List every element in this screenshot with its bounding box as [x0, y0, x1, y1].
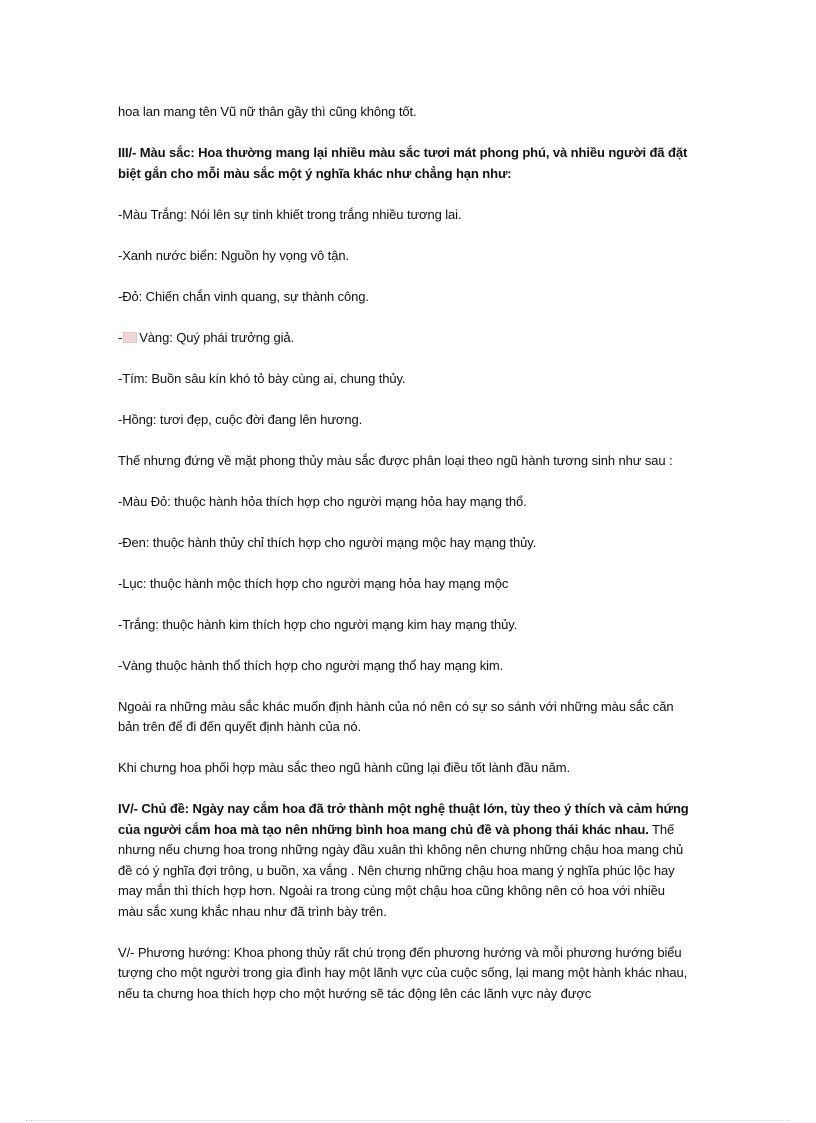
element-item-red: -Màu Đỏ: thuộc hành hỏa thích hợp cho người mạng hỏa hay mạng thổ. — [118, 493, 527, 509]
heading-section-iii-colors: III/- Màu sắc: Hoa thường mang lại nhiều màu sắc tươi mát phong phú, và nhiều người đã đặt biệt gắn cho mỗi màu sắc một ý nghĩa khác như chẳng hạn như: — [118, 145, 688, 181]
element-item-yellow: -Vàng thuộc hành thổ thích hợp cho người mạng thổ hay mạng kim. — [118, 657, 504, 673]
element-item-green: -Lục: thuộc hành mộc thích hợp cho người mạng hỏa hay mạng mộc — [118, 575, 509, 591]
list-item-sea-blue: -Xanh nước biển: Nguồn hy vọng vô tận. — [118, 247, 349, 263]
page-bottom-divider — [26, 1120, 790, 1121]
list-item-red: -Đỏ: Chiến chắn vinh quang, sự thành công. — [118, 288, 369, 304]
list-item-white: -Màu Trắng: Nói lên sự tinh khiết trong trắng nhiều tương lai. — [118, 206, 462, 222]
paragraph-five-elements-conclusion: Khi chưng hoa phối hợp màu sắc theo ngũ hành cũng lại điều tốt lành đầu năm. — [118, 760, 570, 775]
list-item-purple: -Tím: Buồn sâu kín khó tỏ bày cùng ai, chung thủy. — [118, 370, 406, 386]
list-item-yellow — [118, 328, 693, 349]
paragraph-section-v-direction: V/- Phương hướng: Khoa phong thủy rất chú trọng đến phương hướng và mỗi phương hướng biểu tượng cho một người trong gia đình hay một lãnh vực của cuộc sống, lại mang một hành khác nhau, nếu ta chưng hoa thích hợp cho một hướng sẽ tác động lên các lãnh vực này được — [118, 944, 688, 1001]
paragraph-five-elements-intro: Thế nhưng đứng về mặt phong thủy màu sắc được phân loại theo ngũ hành tương sinh như sau : — [118, 452, 673, 468]
list-item-pink: -Hồng: tươi đẹp, cuộc đời đang lên hương. — [118, 411, 363, 427]
broken-image-icon — [123, 332, 137, 343]
element-item-white: -Trắng: thuộc hành kim thích hợp cho người mạng kim hay mạng thủy. — [118, 616, 518, 632]
paragraph-section-iv-theme — [118, 799, 693, 922]
heading-section-iv-theme: IV/- Chủ đề: Ngày nay cắm hoa đã trở thành một nghệ thuật lớn, tùy theo ý thích và cảm hứng của người cắm hoa mà tạo nên những bình hoa mang chủ đề và phong thái khác nhau. — [118, 801, 689, 837]
paragraph-other-colors: Ngoài ra những màu sắc khác muốn định hành của nó nên có sự so sánh với những màu sắc căn bản trên để đi đến quyết định hành của nó. — [118, 698, 674, 734]
paragraph-intro-continuation: hoa lan mang tên Vũ nữ thân gầy thì cũng không tốt. — [118, 104, 417, 119]
element-item-black: -Đen: thuộc hành thủy chỉ thích hợp cho người mạng mộc hay mạng thủy. — [118, 534, 537, 550]
document-body — [118, 102, 693, 1024]
list-item-yellow-text: Vàng: Quý phái trưởng giả. — [139, 329, 295, 345]
paragraph-section-iv-body: Thế nhưng nếu chưng hoa trong những ngày đầu xuân thì không nên chưng những chậu hoa mang chủ đề có ý nghĩa đợi trông, u buồn, xa vắng . Nên chưng những chậu hoa mang ý nghĩa phúc lộc hay may mắn thì thích hợp hơn. Ngoài ra trong cùng một chậu hoa cũng không nên có hoa với nhiều màu sắc xung khắc nhau như đã trình bày trên. — [118, 821, 684, 919]
list-dash: - — [118, 329, 123, 345]
